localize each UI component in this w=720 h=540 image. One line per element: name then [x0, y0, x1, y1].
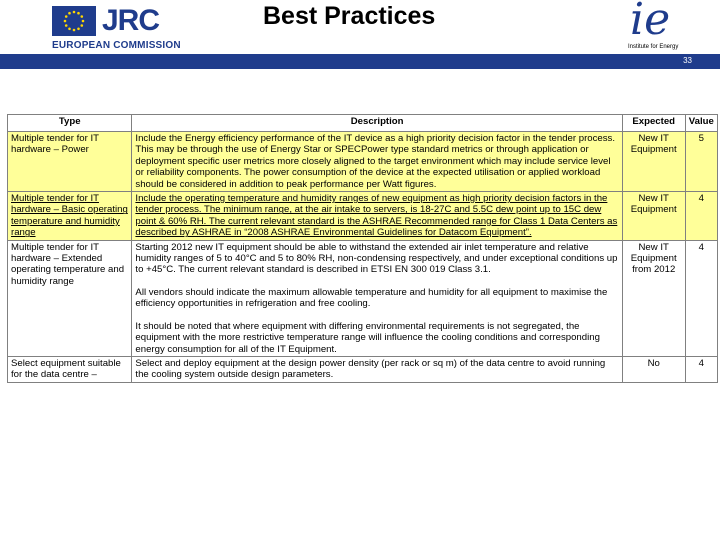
org-subtitle: EUROPEAN COMMISSION	[52, 40, 181, 51]
page-number: 33	[683, 56, 692, 65]
description-paragraph: Include the operating temperature and humidity ranges of new equipment as high priority decision factors in the tender process. The minimum range, at the air intake to servers, is 18-27C and 5.5C dew point up to 15C dew point & 60% RH. The current relevant standard is the ASHRAE Recommended range for Class 1 Data Centers as described by ASHRAE in “2008 ASHRAE Environmental Guidelines for Datacom Equipment”.	[135, 193, 618, 239]
row-value: 4	[685, 192, 717, 241]
header-expected: Expected	[622, 115, 685, 132]
row-description	[132, 240, 622, 356]
row-expected: New IT Equipment	[622, 132, 685, 192]
description-paragraph: Starting 2012 new IT equipment should be able to withstand the extended air inlet temperature and relative humidity ranges of 5 to 40°C and 5 to 80% RH, non-condensing respectively, and under exceptional conditions up to +45°C. The current relevant standard is described in ETSI EN 300 019 Class 3.1.	[135, 241, 618, 276]
row-value: 4	[685, 240, 717, 356]
table-row	[8, 356, 718, 382]
row-expected: No	[622, 356, 685, 382]
row-type: Select equipment suitable for the data centre –	[8, 356, 132, 382]
slide-header	[0, 0, 720, 65]
partner-subtitle: Institute for Energy	[628, 44, 679, 50]
description-paragraph: It should be noted that where equipment with differing environmental requirements is not segregated, the equipment with the more restrictive temperature range will influence the cooling conditions and corresponding energy consumption for all of the IT Equipment.	[135, 320, 600, 355]
row-description	[132, 356, 622, 382]
description-paragraph: Select and deploy equipment at the design power density (per rack or sq m) of the data centre to avoid running the cooling system outside design parameters.	[135, 357, 606, 381]
jrc-logo	[52, 4, 181, 52]
eu-flag-icon	[52, 6, 96, 36]
header-description: Description	[132, 115, 622, 132]
table-row	[8, 240, 718, 356]
header-rule	[0, 54, 720, 69]
ie-logo	[630, 0, 700, 58]
table-row	[8, 132, 718, 192]
table-row	[8, 192, 718, 241]
page-title: Best Practices	[263, 2, 436, 30]
row-value: 5	[685, 132, 717, 192]
header-type: Type	[8, 115, 132, 132]
description-paragraph: Include the Energy efficiency performance of the IT device as a high priority decision factor in the tender process. This may be through the use of Energy Star or SPECPower type standard metrics or through application or deployment specific user metrics more closely aligned to the target environment which may include service level or reliability components. The power consumption of the device at the expected utilisation or applied workload should be considered in addition to peak performance per Watt figures.	[135, 133, 616, 190]
best-practices-table	[7, 114, 718, 383]
header-value: Value	[685, 115, 717, 132]
row-type: Multiple tender for IT hardware – Basic operating temperature and humidity range	[8, 192, 132, 241]
row-description	[132, 132, 622, 192]
jrc-wordmark: JRC	[102, 4, 160, 37]
description-paragraph: All vendors should indicate the maximum allowable temperature and humidity for all equipment to maximise the efficiency opportunities in refrigeration and free cooling.	[135, 286, 608, 310]
row-value: 4	[685, 356, 717, 382]
row-type: Multiple tender for IT hardware – Extended operating temperature and humidity range	[8, 240, 132, 356]
table-header-row	[8, 115, 718, 132]
ie-logo-icon: ie	[630, 0, 671, 45]
row-expected: New IT Equipment	[622, 192, 685, 241]
row-type: Multiple tender for IT hardware – Power	[8, 132, 132, 192]
row-expected: New IT Equipment from 2012	[622, 240, 685, 356]
row-description	[132, 192, 622, 241]
